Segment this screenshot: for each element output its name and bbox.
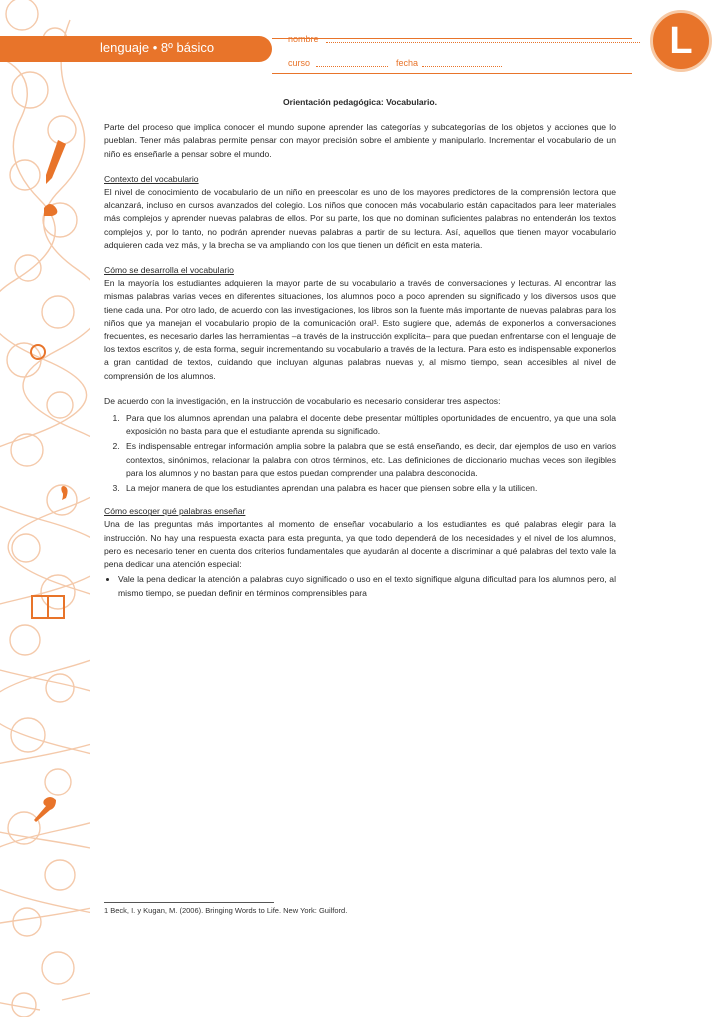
- unit-letter: L: [669, 20, 693, 62]
- criteria-list: [104, 573, 616, 599]
- section-aspects-intro: De acuerdo con la investigación, en la instrucción de vocabulario es necesario considerar tres aspectos:: [104, 395, 501, 406]
- date-label: fecha: [396, 58, 419, 68]
- microphone-icon: [34, 797, 56, 822]
- list-item: 3. La mejor manera de que los estudiantes aprendan una palabra es hacer que piensen sobre ella y la utilicen.: [122, 482, 616, 495]
- document-title: Orientación pedagógica: Vocabulario.: [282, 97, 438, 107]
- decorative-swirl-border: [0, 0, 90, 1017]
- section-context-body: El nivel de conocimiento de vocabulario de un niño en preescolar es uno de los mayores predictores de la comprensión lectora que alcanzará, incluso en cursos avanzados del colegio. Los niños que conocen más vocabulario están capacitados para leer materiales más complejos y aprender nuevas palabras de ellos. Por su parte, los que no dominan suficientes palabras no entenderán los textos complejos y, por lo tanto, no podrán aprender nuevas palabras a partir de su lectura. Así, aquellos que tienen mayor vocabulario adquieren cada vez más, y la brecha se va ampliando con los que tienen un déficit en esta materia.: [104, 187, 616, 250]
- list-item: 2. Es indispensable entregar información amplia sobre la palabra que se está enseñando, es decir, dar ejemplos de uso en varios contextos, sinónimos, relacionar la palabra con otros términos, etc. Las definiciones de diccionario muchas veces son ilegibles para los alumnos y no bastan para que estos puedan comprender una palabra desconocida.: [122, 440, 616, 480]
- name-field[interactable]: [326, 32, 640, 43]
- intro-paragraph: Parte del proceso que implica conocer el mundo supone aprender las categorías y subcategorías de los objetos y acciones que lo pueblan. Tener más palabras permite pensar con mayor precisión sobre el ambiente y manipularlo. Incrementar el vocabulario de un niño es enseñarle a pensar sobre el mundo.: [104, 122, 616, 159]
- comma-icon: [61, 486, 67, 500]
- date-field[interactable]: [422, 56, 502, 67]
- section-heading-context: Contexto del vocabulario: [104, 173, 199, 184]
- section-development-body: En la mayoría los estudiantes adquieren la mayor parte de su vocabulario a través de conversaciones y lecturas. Al encontrar las mismas palabras varias veces en diferentes situaciones, los alumnos poco a poco aprenden su significado y los diversos usos que tiene cada una. Por otro lado, de acuerdo con las investigaciones, los libros son la fuente más importante de nuevas palabras para los niños que ya manejan el vocabulario propio de la comunicación oral¹. Esto sugiere que, además de exponerlos a conversaciones frecuentes, es necesario darles las herramientas –a través de la instrucción explícita– para que puedan enfrentarse con el lenguaje de los textos escritos y, de esta forma, seguir incrementando su vocabulario a través de la lectura. Para esto es indispensable exponerlos a gran cantidad de textos, cuidando que incluyan algunas palabras nuevas y, al mismo tiempo, sean accesibles al nivel de comprensión de los alumnos.: [104, 278, 616, 381]
- footnote-divider: [104, 902, 274, 903]
- course-label: curso: [288, 58, 311, 68]
- section-heading-choosing: Cómo escoger qué palabras enseñar: [104, 506, 246, 517]
- section-choosing-body: Una de las preguntas más importantes al momento de enseñar vocabulario a los estudiantes es qué palabras elegir para la instrucción. No hay una respuesta exacta para esta pregunta, ya que todo dependerá de los necesidades y el nivel de los alumnos, pero es necesario tener en cuenta dos criterios fundamentales que ayudarán al docente a discriminar a qué palabras del texto vale la pena dedicar una atención especial:: [104, 519, 616, 570]
- list-item: 1. Para que los alumnos aprendan una palabra el docente debe presentar múltiples oportunidades de encuentro, ya que una sola exposición no basta para que el estudiante aprenda su significado.: [122, 412, 616, 438]
- course-field[interactable]: [316, 56, 388, 67]
- name-label: nombre: [288, 34, 319, 44]
- section-heading-development: Cómo se desarrolla el vocabulario: [104, 265, 234, 276]
- sun-icon: [44, 204, 57, 216]
- subject-label: lenguaje • 8º básico: [100, 40, 215, 55]
- aspects-list: [104, 412, 616, 495]
- pencil-icon: [46, 140, 66, 184]
- document-body: [104, 96, 616, 600]
- list-item: • Vale la pena dedicar la atención a palabras cuyo significado o uso en el texto signifique alguna dificultad para los alumnos pero, al mismo tiempo, se puedan definir en términos comprensibles para: [118, 573, 616, 599]
- footnote: 1 Beck, I. y Kugan, M. (2006). Bringing Words to Life. New York: Guilford.: [104, 906, 348, 915]
